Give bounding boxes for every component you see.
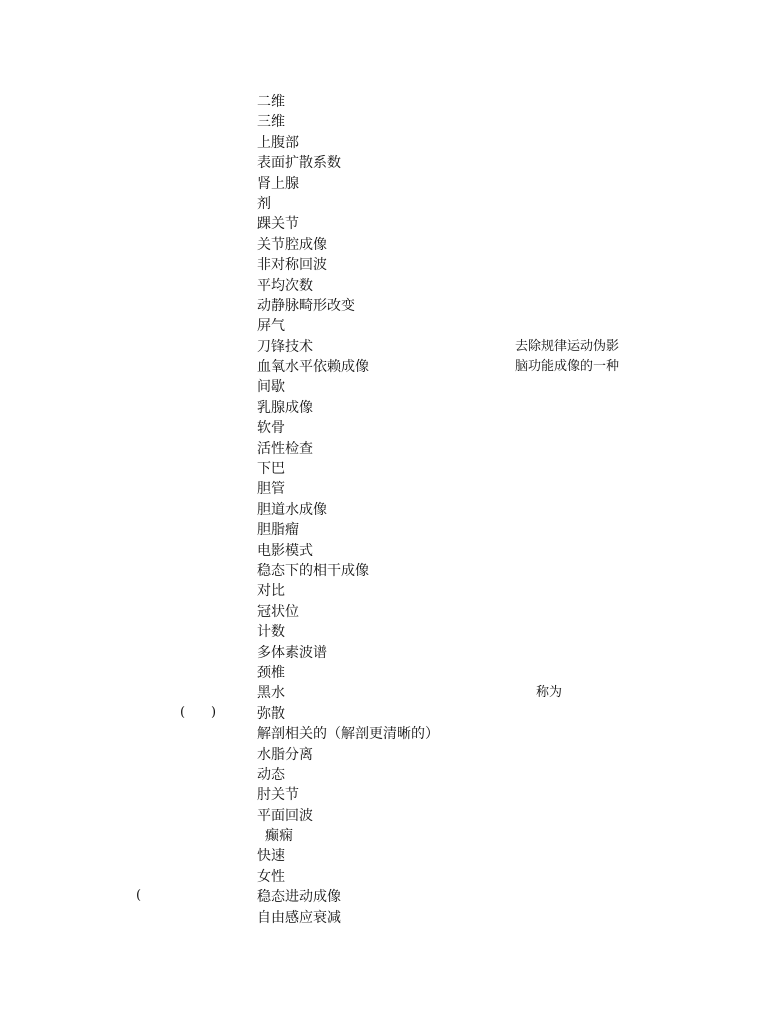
- term-item: 胆管: [257, 481, 285, 498]
- term-item: 乳腺成像: [257, 399, 313, 416]
- term-item: 肘关节: [257, 787, 299, 804]
- term-item: 下巴: [257, 461, 285, 478]
- term-item: 刀锋技术: [257, 338, 313, 355]
- term-item: 剂: [257, 195, 271, 212]
- term-item: 非对称回波: [257, 257, 327, 274]
- term-item: 颈椎: [257, 664, 285, 681]
- right-parenthesis: ): [211, 705, 217, 720]
- term-item: 癫痫: [265, 828, 293, 845]
- term-item: 上腹部: [257, 134, 299, 151]
- term-item: 肾上腺: [257, 175, 299, 192]
- left-parenthesis: (: [180, 705, 186, 720]
- term-item: 二维: [257, 94, 285, 110]
- term-item: 稳态下的相干成像: [257, 562, 369, 579]
- term-list: [257, 92, 497, 928]
- term-item: 血氧水平依赖成像: [257, 359, 369, 376]
- term-item: 冠状位: [257, 603, 299, 620]
- term-item: 胆脂瘤: [257, 522, 299, 539]
- term-item: 对比: [257, 583, 285, 600]
- term-item: 稳态进动成像: [257, 889, 341, 906]
- term-item: 三维: [257, 114, 285, 131]
- term-item: 软骨: [257, 420, 285, 437]
- term-item: 踝关节: [257, 216, 299, 233]
- term-item: 女性: [257, 868, 285, 885]
- term-item: 平均次数: [257, 277, 313, 294]
- term-item: 快速: [257, 848, 285, 865]
- term-item: 黑水: [257, 685, 285, 702]
- term-item: 平面回波: [257, 807, 313, 824]
- term-item: 间歇: [257, 379, 285, 396]
- term-item: 动静脉畸形改变: [257, 297, 355, 314]
- blade-note: 去除规律运动伪影: [515, 339, 620, 354]
- term-item: 关节腔成像: [257, 236, 327, 253]
- term-item: 屏气: [257, 318, 285, 335]
- black-water-note: 称为: [536, 685, 563, 700]
- term-item: 多体素波谱: [257, 644, 327, 661]
- term-item: 活性检查: [257, 440, 313, 457]
- term-item: 表面扩散系数: [257, 155, 341, 172]
- term-item: 水脂分离: [257, 746, 313, 763]
- term-item: 动态: [257, 766, 285, 783]
- bold-note: 脑功能成像的一种: [515, 359, 620, 374]
- term-item: 电影模式: [257, 542, 313, 559]
- term-item: 计数: [257, 624, 285, 641]
- term-item: 胆道水成像: [257, 501, 327, 518]
- term-item: 自由感应衰减: [257, 909, 341, 926]
- term-item: 弥散: [257, 705, 285, 722]
- term-item: 解剖相关的（解剖更清晰的）: [257, 726, 439, 743]
- left-parenthesis-2: (: [136, 888, 142, 903]
